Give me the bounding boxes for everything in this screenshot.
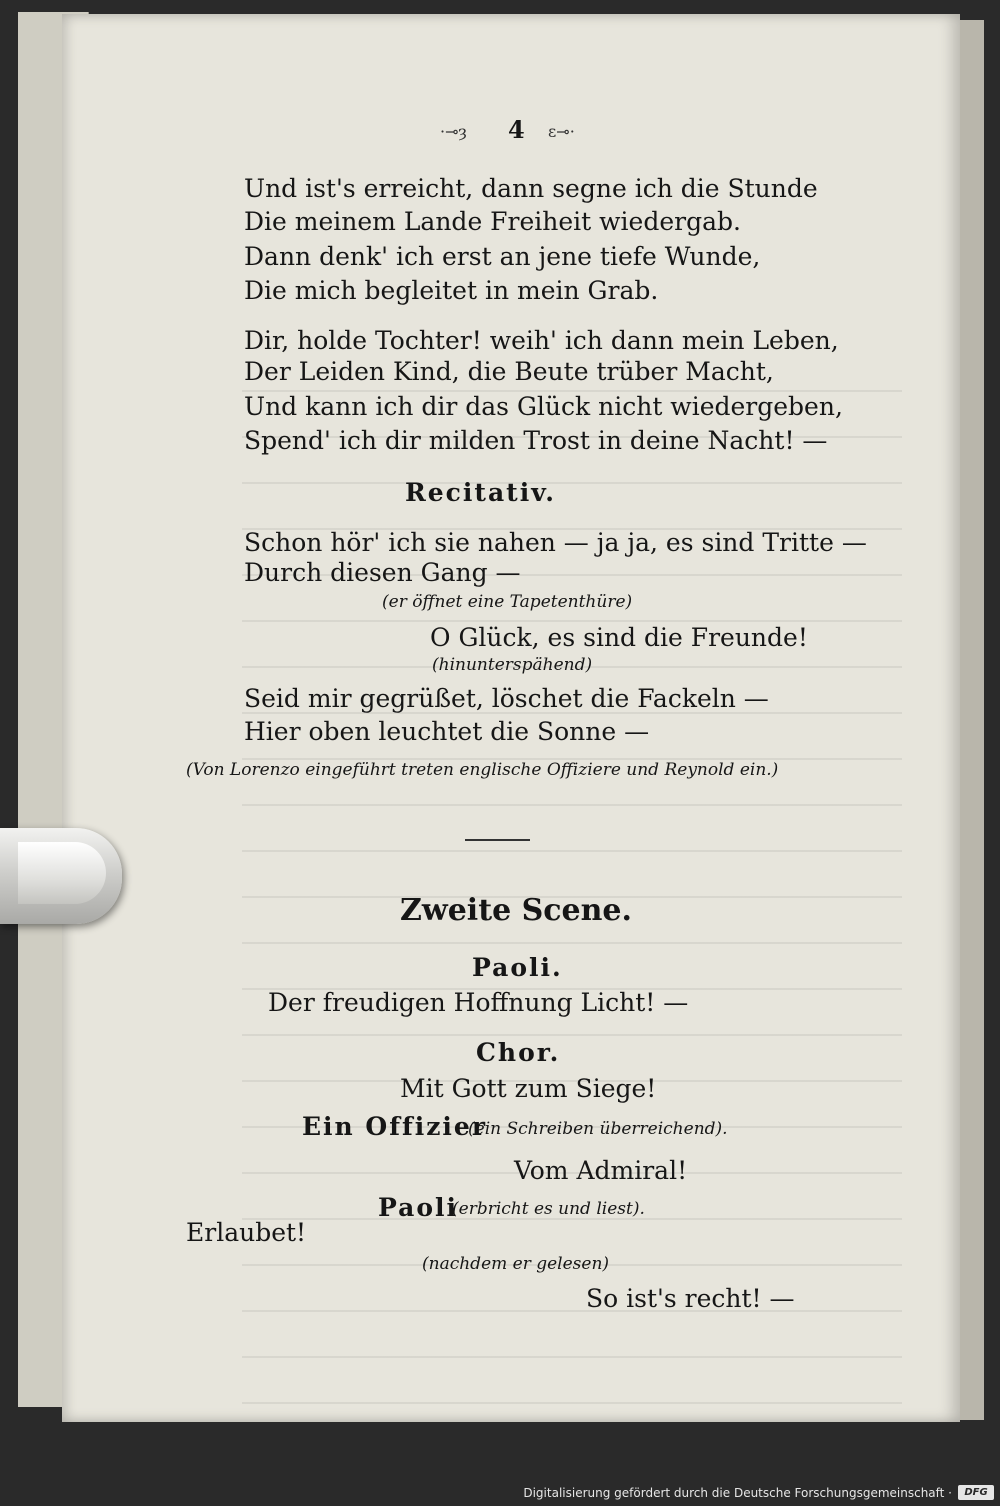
stage-direction: (hinunterspähend) xyxy=(432,655,593,675)
stage-direction: (er öffnet eine Tapetenthüre) xyxy=(382,592,633,612)
verse-line: Hier oben leuchtet die Sonne — xyxy=(244,717,650,746)
verse-line: Spend' ich dir milden Trost in deine Nacht! — xyxy=(244,426,828,455)
verse-line: Dann denk' ich erst an jene tiefe Wunde, xyxy=(244,242,761,271)
stage-direction: (nachdem er gelesen) xyxy=(422,1254,610,1274)
section-heading-recitativ: Recitativ. xyxy=(405,478,556,507)
speaker-name: Paoli. xyxy=(472,953,563,982)
dfg-logo: DFG xyxy=(958,1485,994,1500)
verse-line: Erlaubet! xyxy=(186,1218,307,1247)
page-number: 4 xyxy=(508,115,525,144)
verse-line: Der Leiden Kind, die Beute trüber Macht, xyxy=(244,357,774,386)
verse-line: Die mich begleitet in mein Grab. xyxy=(244,276,659,305)
verse-line: Die meinem Lande Freiheit wiedergab. xyxy=(244,207,741,236)
page-clip xyxy=(0,828,122,924)
verse-line: So ist's recht! — xyxy=(586,1284,795,1313)
verse-line: Seid mir gegrüßet, löschet die Fackeln — xyxy=(244,684,769,713)
page-clip-highlight xyxy=(18,842,106,904)
verse-line: Der freudigen Hoffnung Licht! — xyxy=(268,988,689,1017)
stage-direction: (ein Schreiben überreichend). xyxy=(468,1119,728,1139)
speaker-name: Paoli xyxy=(378,1193,458,1222)
verse-line: Durch diesen Gang — xyxy=(244,558,521,587)
verse-line: Schon hör' ich sie nahen — ja ja, es sind Tritte — xyxy=(244,528,867,557)
verse-line: Vom Admiral! xyxy=(514,1156,688,1185)
ornament-right: ɛ⊸· xyxy=(548,122,575,141)
ornament-left: ·⊸ȝ xyxy=(440,122,467,141)
verse-line: O Glück, es sind die Freunde! xyxy=(430,623,808,652)
verse-line: Und ist's erreicht, dann segne ich die Stunde xyxy=(244,174,818,203)
scene-title: Zweite Scene. xyxy=(400,893,632,928)
footer-credit: Digitalisierung gefördert durch die Deutsche Forschungsgemeinschaft · xyxy=(523,1486,952,1500)
speaker-name: Ein Offizier xyxy=(302,1112,487,1141)
stage-direction: (Von Lorenzo eingeführt treten englische Offiziere und Reynold ein.) xyxy=(186,760,779,780)
speaker-name: Chor. xyxy=(476,1038,561,1067)
verse-line: Und kann ich dir das Glück nicht wiedergeben, xyxy=(244,392,843,421)
verse-line: Mit Gott zum Siege! xyxy=(400,1074,657,1103)
stage-direction: (erbricht es und liest). xyxy=(452,1199,645,1219)
scene-divider xyxy=(465,839,530,841)
verse-line: Dir, holde Tochter! weih' ich dann mein Leben, xyxy=(244,326,839,355)
